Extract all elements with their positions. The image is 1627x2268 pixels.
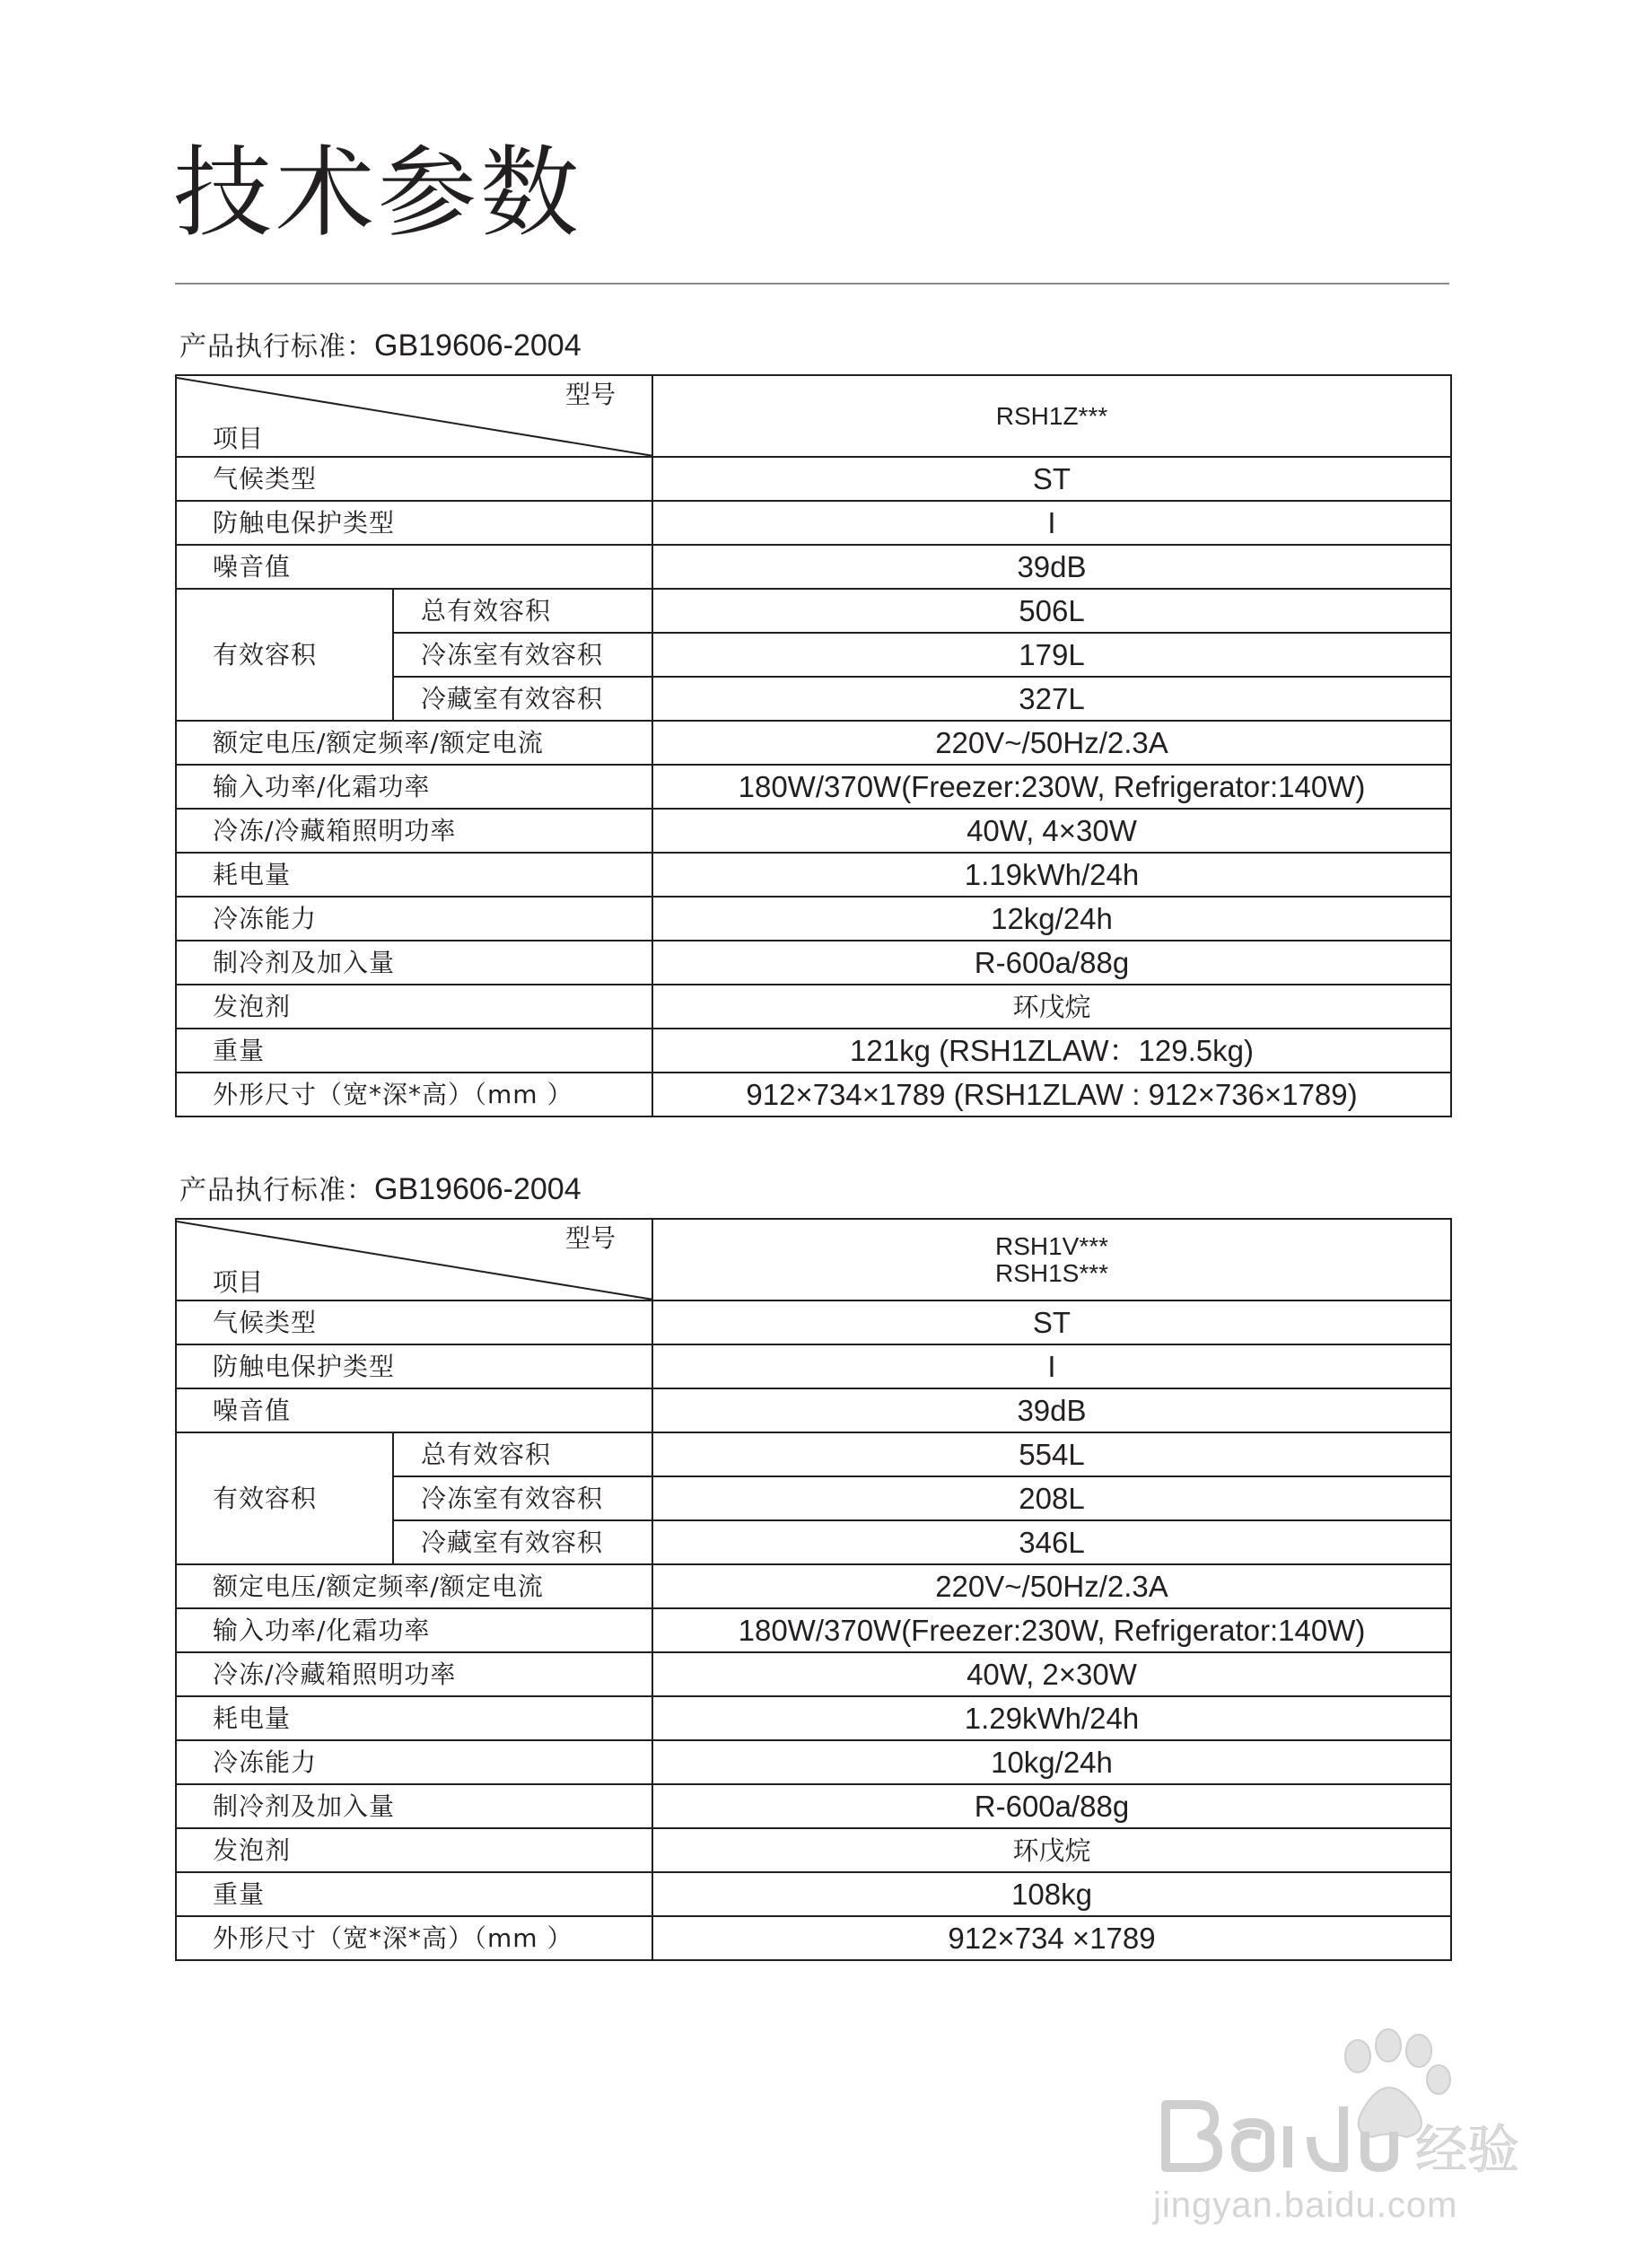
row-sublabel: 总有效容积 bbox=[393, 589, 652, 633]
row-value: 220V~/50Hz/2.3A bbox=[652, 1564, 1451, 1608]
table-row bbox=[176, 545, 1451, 589]
baidu-watermark bbox=[1153, 2024, 1530, 2230]
table-row bbox=[176, 457, 1451, 501]
row-value: 121kg (RSH1ZLAW：129.5kg) bbox=[652, 1029, 1451, 1073]
row-label: 冷冻/冷藏箱照明功率 bbox=[176, 809, 652, 853]
title-divider bbox=[175, 283, 1449, 285]
table-row bbox=[176, 765, 1451, 809]
row-value: I bbox=[652, 501, 1451, 545]
row-value: 180W/370W(Freezer:230W, Refrigerator:140W) bbox=[652, 1608, 1451, 1652]
row-label: 额定电压/额定频率/额定电流 bbox=[176, 721, 652, 765]
row-value: 环戊烷 bbox=[652, 1828, 1451, 1872]
row-label: 外形尺寸（宽*深*高）（mm ） bbox=[176, 1073, 652, 1116]
table-row bbox=[176, 501, 1451, 545]
model-header-label: 型号 bbox=[564, 380, 616, 409]
row-value: R-600a/88g bbox=[652, 941, 1451, 985]
row-sublabel: 冷冻室有效容积 bbox=[393, 1476, 652, 1520]
standard-line-1 bbox=[179, 328, 582, 365]
model-name: RSH1V*** bbox=[994, 1231, 1109, 1260]
row-value: I bbox=[652, 1344, 1451, 1388]
row-label: 制冷剂及加入量 bbox=[176, 941, 652, 985]
row-value: 346L bbox=[652, 1520, 1451, 1564]
table-row bbox=[176, 985, 1451, 1029]
row-label: 气候类型 bbox=[176, 1300, 652, 1344]
table-row bbox=[176, 809, 1451, 853]
row-value: 环戊烷 bbox=[652, 985, 1451, 1029]
row-label: 重量 bbox=[176, 1029, 652, 1073]
row-label: 外形尺寸（宽*深*高）（mm ） bbox=[176, 1916, 652, 1960]
model-name-cell bbox=[652, 375, 1451, 457]
row-value: 180W/370W(Freezer:230W, Refrigerator:140W) bbox=[652, 765, 1451, 809]
table-row bbox=[176, 721, 1451, 765]
capacity-group-label: 有效容积 bbox=[176, 1432, 393, 1564]
row-value: 10kg/24h bbox=[652, 1740, 1451, 1784]
header-diagonal-cell bbox=[176, 1219, 652, 1300]
watermark-brand-text: 经验 bbox=[1415, 2119, 1520, 2180]
row-value: ST bbox=[652, 1300, 1451, 1344]
row-label: 额定电压/额定频率/额定电流 bbox=[176, 1564, 652, 1608]
row-value: 1.19kWh/24h bbox=[652, 853, 1451, 897]
table-row bbox=[176, 1073, 1451, 1116]
standard-label: 产品执行标准： bbox=[179, 331, 374, 363]
row-label: 防触电保护类型 bbox=[176, 1344, 652, 1388]
row-value: 912×734×1789 (RSH1ZLAW : 912×736×1789) bbox=[652, 1073, 1451, 1116]
table-row bbox=[176, 853, 1451, 897]
table-row bbox=[176, 1740, 1451, 1784]
row-label: 重量 bbox=[176, 1872, 652, 1916]
model-name: RSH1Z*** bbox=[995, 401, 1108, 430]
table-row bbox=[176, 1872, 1451, 1916]
row-value: 39dB bbox=[652, 1388, 1451, 1432]
row-sublabel: 总有效容积 bbox=[393, 1432, 652, 1476]
row-label: 气候类型 bbox=[176, 457, 652, 501]
row-label: 制冷剂及加入量 bbox=[176, 1784, 652, 1828]
row-value: 208L bbox=[652, 1476, 1451, 1520]
table-header-row bbox=[176, 1219, 1451, 1300]
row-value: 912×734 ×1789 bbox=[652, 1916, 1451, 1960]
row-value: 220V~/50Hz/2.3A bbox=[652, 721, 1451, 765]
row-label: 输入功率/化霜功率 bbox=[176, 765, 652, 809]
table-header-row bbox=[176, 375, 1451, 457]
row-label: 发泡剂 bbox=[176, 985, 652, 1029]
page-title: 技术参数 bbox=[173, 136, 582, 250]
table-row bbox=[176, 1344, 1451, 1388]
row-value: 506L bbox=[652, 589, 1451, 633]
row-value: ST bbox=[652, 457, 1451, 501]
table-row bbox=[176, 589, 1451, 633]
row-label: 发泡剂 bbox=[176, 1828, 652, 1872]
table-row bbox=[176, 1432, 1451, 1476]
header-diagonal-cell bbox=[176, 375, 652, 457]
table-row bbox=[176, 1300, 1451, 1344]
table-row bbox=[176, 1564, 1451, 1608]
table-row bbox=[176, 1784, 1451, 1828]
row-label: 耗电量 bbox=[176, 1696, 652, 1740]
row-label: 输入功率/化霜功率 bbox=[176, 1608, 652, 1652]
row-label: 噪音值 bbox=[176, 545, 652, 589]
row-label: 冷冻/冷藏箱照明功率 bbox=[176, 1652, 652, 1696]
item-header-label: 项目 bbox=[213, 424, 264, 453]
row-label: 防触电保护类型 bbox=[176, 501, 652, 545]
row-value: 108kg bbox=[652, 1872, 1451, 1916]
table-row bbox=[176, 1696, 1451, 1740]
row-label: 噪音值 bbox=[176, 1388, 652, 1432]
item-header-label: 项目 bbox=[213, 1267, 264, 1297]
table-row bbox=[176, 1652, 1451, 1696]
model-header-label: 型号 bbox=[564, 1223, 616, 1253]
row-value: 40W, 4×30W bbox=[652, 809, 1451, 853]
row-sublabel: 冷藏室有效容积 bbox=[393, 1520, 652, 1564]
standard-value: GB19606-2004 bbox=[374, 328, 582, 363]
capacity-group-label: 有效容积 bbox=[176, 589, 393, 721]
row-sublabel: 冷藏室有效容积 bbox=[393, 677, 652, 721]
row-value: 40W, 2×30W bbox=[652, 1652, 1451, 1696]
model-name-cell bbox=[652, 1219, 1451, 1300]
standard-value: GB19606-2004 bbox=[374, 1172, 582, 1206]
watermark-url: jingyan.baidu.com bbox=[1153, 2185, 1458, 2225]
row-label: 冷冻能力 bbox=[176, 897, 652, 941]
table-row bbox=[176, 1029, 1451, 1073]
spec-table-1 bbox=[175, 374, 1452, 1117]
row-value: 179L bbox=[652, 633, 1451, 677]
row-value: 554L bbox=[652, 1432, 1451, 1476]
table-row bbox=[176, 1916, 1451, 1960]
model-name: RSH1S*** bbox=[994, 1258, 1109, 1287]
row-value: 12kg/24h bbox=[652, 897, 1451, 941]
row-label: 耗电量 bbox=[176, 853, 652, 897]
row-value: R-600a/88g bbox=[652, 1784, 1451, 1828]
row-value: 327L bbox=[652, 677, 1451, 721]
table-row bbox=[176, 1828, 1451, 1872]
row-sublabel: 冷冻室有效容积 bbox=[393, 633, 652, 677]
row-label: 冷冻能力 bbox=[176, 1740, 652, 1784]
table-row bbox=[176, 897, 1451, 941]
spec-table-2 bbox=[175, 1218, 1452, 1961]
table-row bbox=[176, 941, 1451, 985]
standard-label: 产品执行标准： bbox=[179, 1175, 374, 1206]
table-row bbox=[176, 1388, 1451, 1432]
baidu-paw-logo-icon bbox=[1153, 2024, 1530, 2185]
row-value: 1.29kWh/24h bbox=[652, 1696, 1451, 1740]
standard-line-2 bbox=[179, 1171, 582, 1209]
table-row bbox=[176, 1608, 1451, 1652]
row-value: 39dB bbox=[652, 545, 1451, 589]
